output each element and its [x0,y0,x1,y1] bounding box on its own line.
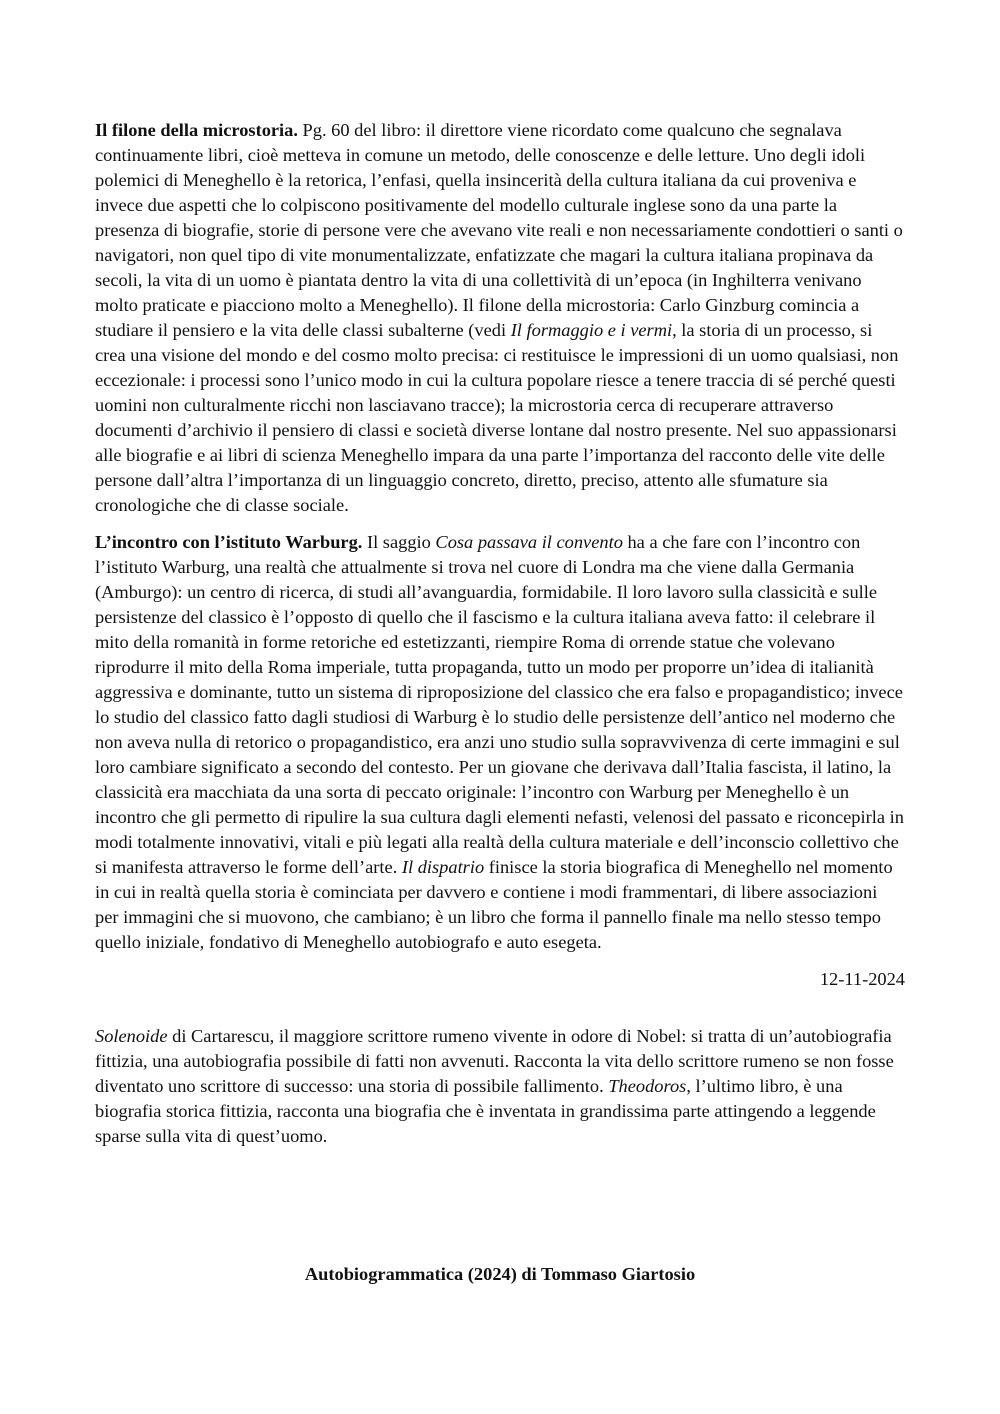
paragraph-cartarescu [95,1024,905,1149]
paragraph-text: Pg. 60 del libro: il direttore viene ricordato come qualcuno che segnalava continuamente libri, cioè metteva in comune un metodo, delle conoscenze e delle letture. Uno degli idoli polemici di Meneghello è la retorica, l’enfasi, quella insincerità della cultura italiana da cui proveniva e invece due aspetti che lo colpiscono positivamente del modello culturale inglese sono da una parte la presenza di biografie, storie di persone vere che avevano vite reali e non necessariamente condottieri o santi o navigatori, non quel tipo di vite monumentalizzate, enfatizzate che magari la cultura italiana propinava da secoli, la vita di un uomo è piantata dentro la vita di una collettività di un’epoca (in Inghilterra venivano molto praticate e piacciono molto a Meneghello). Il filone della microstoria: Carlo Ginzburg comincia a studiare il pensiero e la vita delle classi subalterne (vedi [95,120,903,340]
paragraph-text: , la storia di un processo, si crea una visione del mondo e del cosmo molto precisa: ci restituisce le impressioni di un uomo qualsiasi, non eccezionale: i processi sono l’unico modo in cui la cultura popolare riesce a tenere traccia di sé perché questi uomini non culturalmente ricchi non lasciavano tracce); la microstoria cerca di recuperare attraverso documenti d’archivio il pensiero di classi e società diverse lontane dal nostro presente. Nel suo appassionarsi alle biografie e ai libri di scienza Meneghello impara da una parte l’importanza del racconto delle vite delle persone dall’altra l’importanza di un linguaggio concreto, diretto, preciso, attento alle sfumature sia cronologiche che di classe sociale. [95,320,899,515]
book-title: Il formaggio e i vermi [510,320,673,340]
section-heading: Autobiogrammatica (2024) di Tommaso Giartosio [304,1264,696,1284]
book-title: Il dispatrio [401,857,485,877]
paragraph-text: di Cartarescu, il maggiore scrittore rumeno vivente in odore di Nobel: si tratta di un’autobiografia fittizia, una autobiografia possibile di fatti non avvenuti. Racconta la vita dello scrittore rumeno se non fosse diventato uno scrittore di successo: una storia di possibile fallimento. [95,1026,894,1096]
paragraph-microstoria [95,118,905,518]
paragraph-heading: Il filone della microstoria. [95,120,298,140]
paragraph-text: ha a che fare con l’incontro con l’istituto Warburg, una realtà che attualmente si trova nel cuore di Londra ma che viene dalla Germania (Amburgo): un centro di ricerca, di studi all’avanguardia, formidabile. Il loro lavoro sulla classicità e sulle persistenze del classico è l’opposto di quello che il fascismo e la cultura italiana aveva fatto: il celebrare il mito della romanità in forme retoriche ed estetizzanti, riempire Roma di orrende statue che volevano riprodurre il mito della Roma imperiale, tutta propaganda, tutto un modo per proporre un’idea di italianità aggressiva e dominante, tutto un sistema di riproposizione del classico che era falso e propagandistico; invece lo studio del classico fatto dagli studiosi di Warburg è lo studio delle persistenze dell’antico nel moderno che non aveva nulla di retorico o propagandistico, era anzi uno studio sulla sopravvivenza di certe immagini e sul loro cambiare significato a secondo del contesto. Per un giovane che derivava dall’Italia fascista, il latino, la classicità era macchiata da una sorta di peccato originale: l’incontro con Warburg per Meneghello è un incontro che gli permetto di ripulire la sua cultura dagli elementi nefasti, velenosi del passato e riconcepirla in modi totalmente innovativi, vitali e più legati alla realtà della cultura materiale e dell’inconscio collettivo che si manifesta attraverso le forme dell’arte. [95,532,904,877]
paragraph-heading: L’incontro con l’istituto Warburg. [95,532,363,552]
document-body [95,118,905,1161]
date-label: 12-11-2024 [819,969,905,989]
paragraph-text: finisce la storia biografica di Meneghello nel momento in cui in realtà quella storia è cominciata per davvero e contiene i modi frammentari, di libere associazioni per immagini che si muovono, che cambiano; è un libro che forma il pannello finale ma nello stesso tempo quello iniziale, fondativo di Meneghello autobiografo e auto esegeta. [95,857,893,952]
paragraph-text: Il saggio [362,532,436,552]
paragraph-text: , l’ultimo libro, è una biografia storica fittizia, racconta una biografia che è inventata in grandissima parte attingendo a leggende sparse sulla vita di quest’uomo. [95,1076,876,1146]
book-title: Cosa passava il convento [435,532,623,552]
paragraph-warburg [95,530,905,955]
book-title: Theodoros [608,1076,687,1096]
book-title: Solenoide [95,1026,168,1046]
